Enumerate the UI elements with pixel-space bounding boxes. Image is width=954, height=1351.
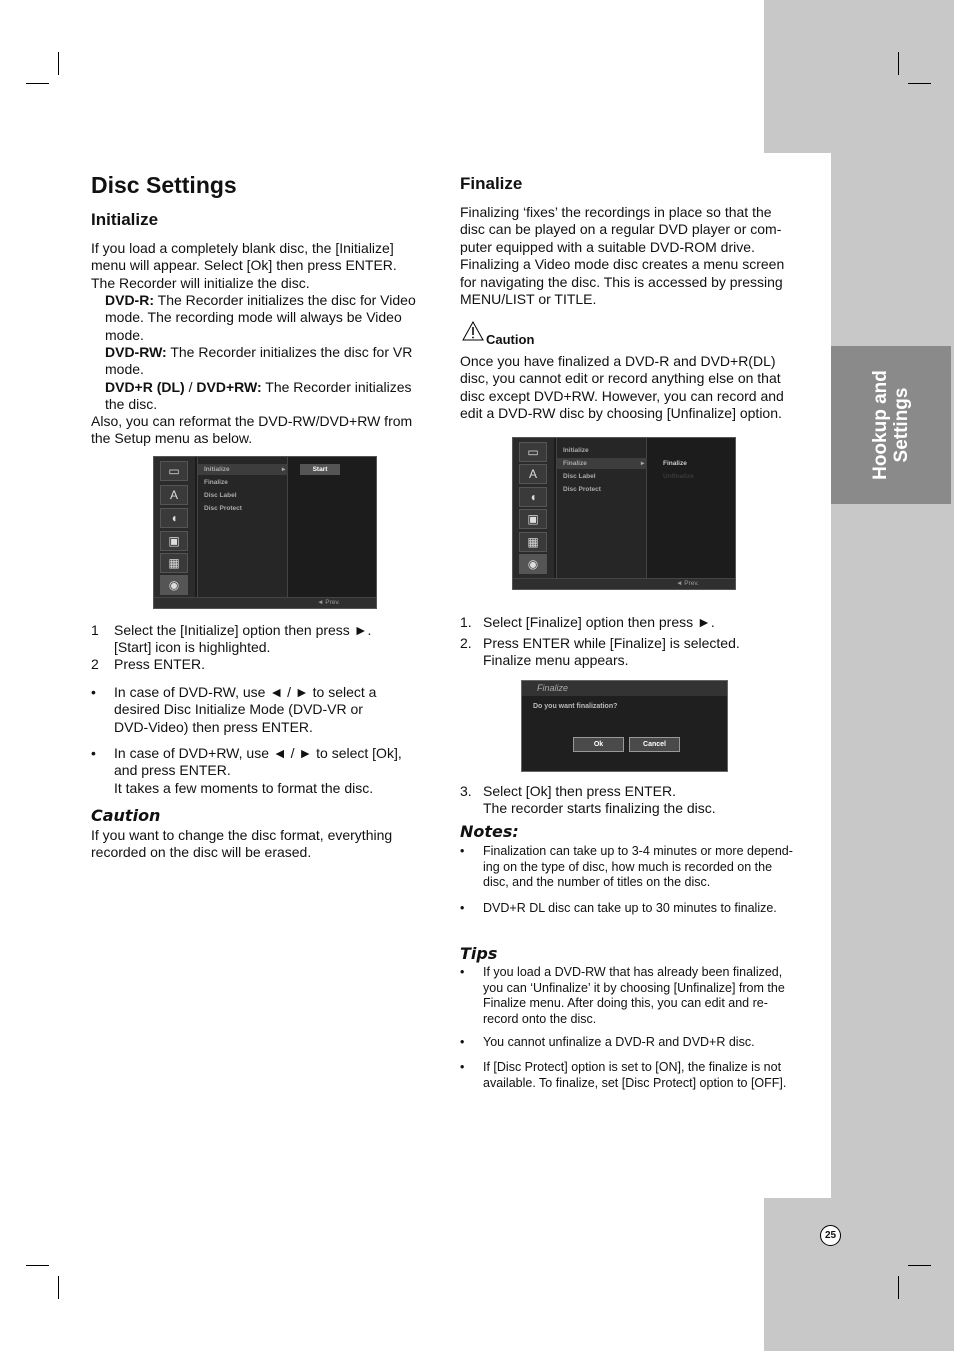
text-line: and press ENTER. — [114, 762, 231, 779]
bullet: • — [91, 745, 96, 761]
bullet: • — [460, 844, 465, 858]
step-number: 1 — [91, 622, 99, 638]
crop-mark — [898, 1276, 899, 1299]
dvdr-paragraph — [105, 292, 416, 344]
section-tab-line2: Settings — [891, 387, 912, 463]
menu-item-disc-label[interactable]: Disc Label — [563, 473, 596, 480]
text-line: If you load a DVD-RW that has already been finalized, — [483, 965, 783, 979]
menu-item-initialize[interactable]: Initialize — [204, 466, 230, 473]
dvdrw-paragraph — [105, 344, 412, 379]
tv-icon: ▭ — [160, 461, 188, 481]
bullet-dvdprw — [114, 745, 402, 797]
disc-icon: ◉ — [519, 554, 547, 574]
text-line: edit a DVD-RW disc by choosing [Unfinalize] option. — [460, 405, 782, 422]
bullet-dvdrw — [114, 684, 376, 736]
crop-mark — [58, 1276, 59, 1299]
step-2: Press ENTER. — [114, 656, 206, 672]
dialog-question: Do you want finalization? — [533, 703, 618, 710]
lock-icon: ▣ — [519, 509, 547, 529]
dialog-title: Finalize — [522, 681, 727, 696]
page-number: 25 — [820, 1225, 841, 1246]
text-line: In case of DVD-RW, use ◄ / ► to select a — [114, 684, 377, 700]
text-line: Also, you can reformat the DVD-RW/DVD+RW from — [91, 413, 413, 429]
menu-item-disc-label[interactable]: Disc Label — [204, 492, 237, 499]
text-line: The Recorder will initialize the disc. — [91, 274, 310, 291]
osd-footer-prev[interactable]: ◄ Prev. — [513, 578, 735, 589]
text-line: Finalizing ‘fixes’ the recordings in place so that the — [460, 204, 772, 220]
text-line: ing on the type of disc, how much is recorded on the — [483, 859, 773, 874]
text-line: mode. — [105, 361, 144, 378]
text-line: recorded on the disc will be erased. — [91, 844, 312, 861]
crop-mark — [26, 1265, 49, 1266]
text-line: mode. — [105, 326, 144, 343]
step-number: 2. — [460, 635, 472, 651]
text-line: disc, and the number of titles on the disc. — [483, 875, 711, 889]
text-line: puter equipped with a suitable DVD-ROM drive. — [460, 238, 755, 255]
bullet: • — [460, 901, 465, 915]
side-band-top — [764, 0, 954, 153]
finalize-caution-text — [460, 353, 784, 423]
caution-text — [91, 827, 392, 862]
tip-2: You cannot unfinalize a DVD-R and DVD+R disc. — [483, 1035, 755, 1049]
chevron-right-icon: ▸ — [641, 460, 645, 467]
step-number: 3. — [460, 783, 472, 799]
menu-item-finalize[interactable]: Finalize — [204, 479, 228, 486]
text-line: Press ENTER while [Finalize] is selected. — [483, 635, 740, 651]
finalize-dialog — [521, 680, 728, 772]
step-number: 2 — [91, 656, 99, 672]
osd-menu-column — [556, 438, 647, 580]
initialize-osd-screen — [153, 456, 377, 609]
text-line: mode. The recording mode will always be Video — [105, 309, 402, 326]
submenu-unfinalize[interactable]: Unfinalize — [663, 473, 694, 480]
notes-heading: Notes: — [460, 822, 519, 841]
text-line: / — [184, 379, 197, 395]
crop-mark — [26, 83, 49, 84]
tv-icon: ▭ — [519, 442, 547, 462]
text-line: the disc. — [105, 396, 158, 413]
text-line: The Recorder initializes the disc for VR — [166, 344, 413, 360]
text-line: Finalize menu. After doing this, you can edit and re- — [483, 996, 768, 1010]
text-line: Select [Ok] then press ENTER. — [483, 783, 676, 799]
text-line: The Recorder initializes the disc for Video — [154, 292, 416, 308]
finalize-heading: Finalize — [460, 174, 523, 193]
crop-mark — [898, 52, 899, 75]
step-1: Select [Finalize] option then press ►. — [483, 614, 715, 630]
text-line: menu will appear. Select [Ok] then press ENTER. — [91, 257, 397, 274]
dvdprw-label: DVD+RW: — [196, 379, 262, 395]
initialize-heading: Initialize — [91, 210, 159, 229]
crop-mark — [58, 52, 59, 75]
step-2 — [483, 635, 740, 670]
crop-mark — [908, 83, 931, 84]
step-1 — [114, 622, 371, 657]
menu-item-disc-protect[interactable]: Disc Protect — [563, 486, 601, 493]
text-line: the Setup menu as below. — [91, 430, 253, 447]
text-line: available. To finalize, set [Disc Protect] option to [OFF]. — [483, 1075, 787, 1090]
dvdplus-paragraph — [105, 379, 412, 414]
text-line: It takes a few moments to format the disc. — [114, 779, 374, 796]
bullet: • — [460, 965, 465, 979]
dvdr-label: DVD-R: — [105, 292, 154, 308]
finalize-intro — [460, 204, 784, 308]
osd-icon-column — [513, 438, 554, 580]
text-line: [Start] icon is highlighted. — [114, 639, 271, 656]
menu-item-initialize[interactable]: Initialize — [563, 447, 589, 454]
text-line: Once you have finalized a DVD-R and DVD+R(DL) — [460, 353, 776, 369]
start-button[interactable]: Start — [300, 464, 340, 475]
audio-icon: ◖ — [519, 487, 547, 507]
text-line: The recorder starts finalizing the disc. — [483, 800, 716, 817]
side-band — [831, 153, 954, 1198]
osd-icon-column — [154, 457, 195, 599]
disc-icon: ◉ — [160, 575, 188, 595]
audio-icon: ◖ — [160, 508, 188, 528]
record-icon: ▦ — [160, 553, 188, 573]
submenu-finalize[interactable]: Finalize — [663, 460, 687, 467]
page-title: Disc Settings — [91, 172, 237, 198]
text-line: The Recorder initializes — [261, 379, 412, 395]
language-icon: A — [160, 485, 188, 505]
crop-mark — [908, 1265, 931, 1266]
section-tab-line1: Hookup and — [870, 370, 891, 480]
text-line: Finalizing a Video mode disc creates a menu screen — [460, 256, 785, 273]
side-band-bottom — [764, 1198, 954, 1351]
language-icon: A — [519, 464, 547, 484]
tip-1 — [483, 965, 785, 1027]
tips-heading: Tips — [460, 944, 498, 963]
caution-label: Caution — [486, 332, 535, 347]
osd-menu-column — [197, 457, 288, 599]
lock-icon: ▣ — [160, 531, 188, 551]
menu-item-disc-protect[interactable]: Disc Protect — [204, 505, 242, 512]
text-line: If [Disc Protect] option is set to [ON], the finalize is not — [483, 1060, 782, 1074]
text-line: MENU/LIST or TITLE. — [460, 291, 597, 308]
text-line: If you load a completely blank disc, the [Initialize] — [91, 240, 394, 256]
initialize-intro — [91, 240, 397, 292]
text-line: Finalize menu appears. — [483, 652, 629, 669]
tip-3 — [483, 1060, 786, 1091]
bullet: • — [460, 1035, 465, 1049]
bullet: • — [91, 684, 96, 700]
text-line: you can ‘Unfinalize’ it by choosing [Unfinalize] from the — [483, 980, 785, 995]
text-line: record onto the disc. — [483, 1011, 597, 1026]
caution-heading: Caution — [91, 806, 161, 825]
text-line: disc can be played on a regular DVD player or com- — [460, 221, 782, 238]
text-line: DVD-Video) then press ENTER. — [114, 718, 313, 735]
osd-footer-prev[interactable]: ◄ Prev. — [154, 597, 376, 608]
bullet: • — [460, 1060, 465, 1074]
text-line: for navigating the disc. This is accessed by pressing — [460, 273, 783, 290]
text-line: disc except DVD+RW. However, you can record and — [460, 387, 784, 404]
dvdr-dl-label: DVD+R (DL) — [105, 379, 185, 395]
text-line: disc, you cannot edit or record anything else on that — [460, 370, 781, 387]
ok-button[interactable]: Ok — [573, 737, 624, 752]
section-tab — [831, 346, 951, 504]
record-icon: ▦ — [519, 532, 547, 552]
menu-item-finalize[interactable]: Finalize — [563, 460, 587, 467]
text-line: desired Disc Initialize Mode (DVD-VR or — [114, 701, 363, 718]
chevron-right-icon: ▸ — [282, 466, 286, 473]
step-number: 1. — [460, 614, 472, 630]
step-3 — [483, 783, 716, 818]
note-2: DVD+R DL disc can take up to 30 minutes to finalize. — [483, 901, 777, 915]
cancel-button[interactable]: Cancel — [629, 737, 680, 752]
reformat-paragraph — [91, 413, 412, 448]
dvdrw-label: DVD-RW: — [105, 344, 167, 360]
text-line: Select the [Initialize] option then press ►. — [114, 622, 372, 638]
text-line: Finalization can take up to 3-4 minutes or more depend- — [483, 844, 793, 858]
text-line: In case of DVD+RW, use ◄ / ► to select [Ok], — [114, 745, 402, 761]
text-line: If you want to change the disc format, everything — [91, 827, 393, 843]
finalize-osd-screen — [512, 437, 736, 590]
note-1 — [483, 844, 793, 891]
warning-icon — [462, 321, 484, 341]
